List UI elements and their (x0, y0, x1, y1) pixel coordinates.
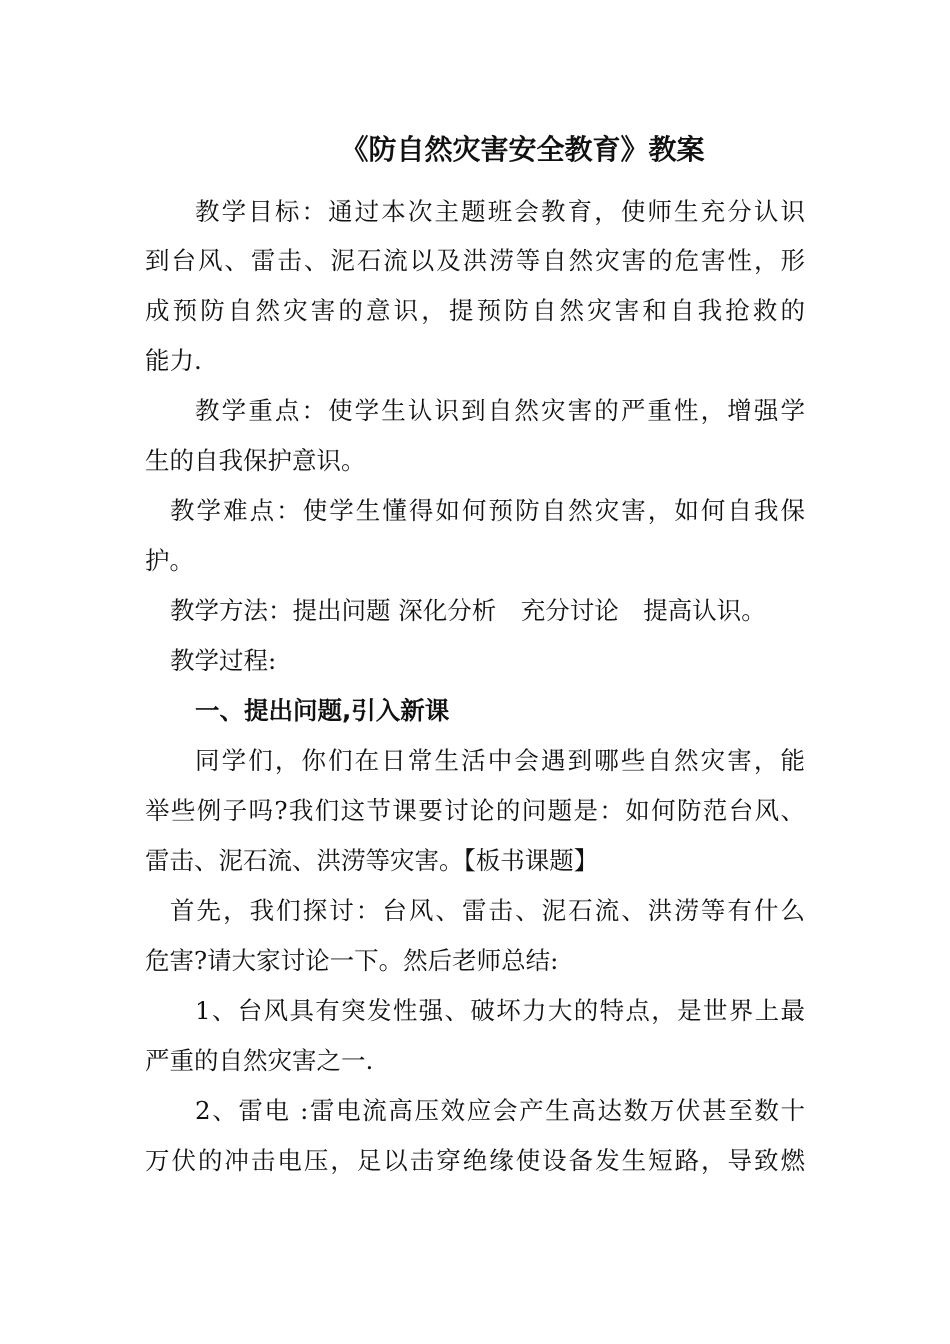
paragraph-line: 教学目标：通过本次主题班会教育，使师生充分认识 (195, 197, 805, 226)
paragraph-line: 成预防自然灾害的意识，提预防自然灾害和自我抢救的 (145, 296, 805, 325)
paragraph-line: 雷击、泥石流、洪涝等灾害。【板书课题】 (145, 846, 599, 875)
paragraph-line: 万伏的冲击电压，足以击穿绝缘使设备发生短路，导致燃 (145, 1146, 805, 1175)
paragraph-line: 教学难点：使学生懂得如何预防自然灾害，如何自我保 (170, 496, 805, 525)
paragraph-line: 同学们，你们在日常生活中会遇到哪些自然灾害，能 (195, 746, 805, 775)
paragraph-line: 首先，我们探讨：台风、雷击、泥石流、洪涝等有什么 (170, 896, 805, 925)
paragraph-line: 2、雷电 :雷电流高压效应会产生高达数万伏甚至数十 (195, 1096, 805, 1125)
paragraph-line: 护。 (145, 546, 194, 575)
document-title: 《防自然灾害安全教育》教案 (340, 133, 705, 166)
paragraph-line: 到台风、雷击、泥石流以及洪涝等自然灾害的危害性，形 (145, 246, 805, 275)
paragraph-line: 教学过程: (170, 646, 277, 675)
paragraph-line: 举些例子吗?我们这节课要讨论的问题是：如何防范台风、 (145, 796, 805, 825)
paragraph-line: 教学方法：提出问题 深化分析 充分讨论 提高认识。 (170, 596, 766, 625)
paragraph-line: 教学重点：使学生认识到自然灾害的严重性，增强学 (195, 396, 805, 425)
paragraph-line: 能力. (145, 346, 202, 375)
section-heading: 一、提出问题,引入新课 (195, 696, 450, 725)
paragraph-line: 1、台风具有突发性强、破坏力大的特点，是世界上最 (195, 996, 805, 1025)
paragraph-line: 生的自我保护意识。 (145, 446, 366, 475)
paragraph-line: 危害?请大家讨论一下。然后老师总结: (145, 946, 559, 975)
paragraph-line: 严重的自然灾害之一. (145, 1046, 374, 1075)
